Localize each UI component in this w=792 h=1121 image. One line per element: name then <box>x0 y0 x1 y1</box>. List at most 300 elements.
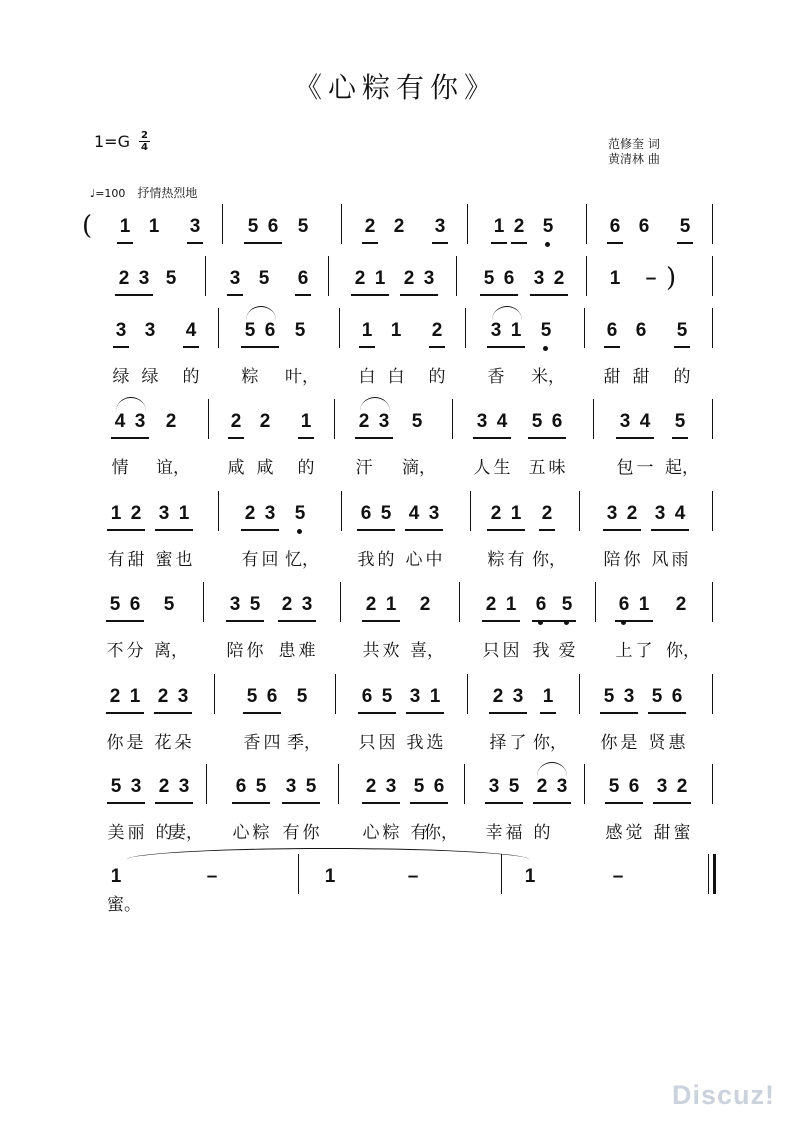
lyric: 蜜 <box>673 823 691 843</box>
staff-row-4 <box>0 411 792 478</box>
note: 3 <box>385 776 397 797</box>
note: 1 <box>374 268 386 289</box>
underline-beam <box>362 802 400 804</box>
credits <box>608 137 660 167</box>
lyric: 的 <box>673 367 691 387</box>
lyric: 觉 <box>625 823 643 843</box>
lyric: 一 <box>636 458 654 478</box>
underline-single <box>117 242 133 244</box>
note: 1 <box>510 320 522 341</box>
lyric: 你 <box>246 641 264 661</box>
lyric: 不 <box>106 641 124 661</box>
lyric: 雨 <box>671 550 689 570</box>
slur <box>537 762 567 776</box>
note: 1 <box>429 686 441 707</box>
lyric: 也 <box>175 550 193 570</box>
bar-line <box>341 491 342 531</box>
underline-beam <box>107 529 145 531</box>
underline-beam <box>155 529 193 531</box>
note: 3 <box>177 686 189 707</box>
time-signature <box>139 130 150 153</box>
time-signature-bottom: 4 <box>141 142 148 153</box>
bar-line <box>712 582 713 622</box>
bar-line <box>579 491 580 531</box>
note: 5 <box>558 594 576 616</box>
staff-row-2 <box>0 263 792 312</box>
lyric: 情 <box>111 458 129 478</box>
key-signature: 1=G <box>94 132 130 151</box>
lyric: 我 <box>532 641 550 661</box>
underline-single <box>429 346 445 348</box>
underline-beam <box>400 294 438 296</box>
lyric: 你 <box>600 733 618 753</box>
bar-line <box>456 256 457 296</box>
bar-line <box>206 764 207 804</box>
bar-line <box>218 491 219 531</box>
lyric: 粽 <box>487 550 505 570</box>
lyric: 择 <box>489 733 507 753</box>
lyric: 你 <box>623 550 641 570</box>
note: 4 <box>496 411 508 432</box>
underline-beam <box>107 802 145 804</box>
lyric: 的 <box>155 823 173 843</box>
underline-beam <box>111 437 149 439</box>
lyric: 的 <box>377 550 395 570</box>
note: 2 <box>259 411 271 432</box>
note: – <box>407 866 419 887</box>
note: 2 <box>281 594 293 615</box>
underline-beam <box>600 712 638 714</box>
underline-beam <box>115 294 153 296</box>
note: 5 <box>163 594 175 615</box>
note: 2 <box>553 268 565 289</box>
underline-beam <box>351 294 389 296</box>
underline-beam <box>406 712 444 714</box>
bar-line <box>586 256 587 296</box>
note: – <box>645 268 657 289</box>
lyric: 我 <box>357 550 375 570</box>
lyric: 你， <box>532 550 566 570</box>
underline-beam <box>278 620 316 622</box>
note: 5 <box>508 776 520 797</box>
underline-beam <box>533 802 571 804</box>
lyric: 我 <box>406 733 424 753</box>
composer-credit: 黄清林 曲 <box>608 152 660 166</box>
note: 5 <box>483 268 495 289</box>
repeat-paren-close: ) <box>666 263 677 293</box>
note: 5 <box>244 320 256 341</box>
underline-single <box>295 294 311 296</box>
underline-beam <box>410 802 448 804</box>
note: 4 <box>408 503 420 524</box>
bar-line <box>595 582 596 622</box>
underline-beam <box>616 437 654 439</box>
note: 2 <box>675 594 687 615</box>
note: 3 <box>512 686 524 707</box>
lyric: 有 <box>507 550 525 570</box>
lyric: 陪 <box>226 641 244 661</box>
note: 5 <box>608 776 620 797</box>
note: 2 <box>118 268 130 289</box>
staff-row-3 <box>0 320 792 387</box>
underline-single <box>113 346 129 348</box>
note: 2 <box>485 594 497 615</box>
note: 3 <box>285 776 297 797</box>
time-signature-top: 2 <box>141 130 148 141</box>
lyric: 起， <box>665 458 699 478</box>
note: 3 <box>409 686 421 707</box>
note: 2 <box>158 776 170 797</box>
underline-single <box>187 242 203 244</box>
bar-line <box>465 308 466 348</box>
tempo-marking <box>90 184 197 201</box>
note: 6 <box>235 776 247 797</box>
lyric: 你， <box>424 823 458 843</box>
note: 6 <box>551 411 563 432</box>
note: 4 <box>639 411 651 432</box>
bar-line <box>452 399 453 439</box>
lyric: 有 <box>282 823 300 843</box>
lyric: 了 <box>635 641 653 661</box>
lyric: 妻， <box>169 823 203 843</box>
note: 1 <box>542 686 554 707</box>
lyric: 欢 <box>382 641 400 661</box>
note: 5 <box>676 320 688 341</box>
note: 2 <box>244 503 256 524</box>
staff-row-8 <box>0 776 792 843</box>
lyric: 了 <box>509 733 527 753</box>
lyric: 朵 <box>174 733 192 753</box>
lyric: 粽 <box>241 367 259 387</box>
note: 6 <box>267 216 279 237</box>
staff-row-7 <box>0 686 792 753</box>
lyric: 汗 <box>355 458 373 478</box>
bar-line <box>222 204 223 244</box>
lyric: 心 <box>362 823 380 843</box>
lyric: 有 <box>107 550 125 570</box>
note: 3 <box>623 686 635 707</box>
bar-line <box>214 674 215 714</box>
note: 4 <box>114 411 126 432</box>
lyric: 只 <box>358 733 376 753</box>
lyric: 惠 <box>668 733 686 753</box>
underline-beam <box>653 802 691 804</box>
lyric: 福 <box>505 823 523 843</box>
bar-line <box>459 582 460 622</box>
note: 2 <box>365 594 377 615</box>
bar-line <box>218 308 219 348</box>
note: 1 <box>385 594 397 615</box>
lyric: 是 <box>620 733 638 753</box>
note: 3 <box>556 776 568 797</box>
bar-line <box>712 491 713 531</box>
note: 5 <box>297 216 309 237</box>
note: 1 <box>129 686 141 707</box>
lyric: 的 <box>182 367 200 387</box>
lyric: 有 <box>410 823 428 843</box>
note: 5 <box>603 686 615 707</box>
underline-beam <box>482 620 520 622</box>
lyric: 甜 <box>603 367 621 387</box>
lyric: 滴， <box>402 458 436 478</box>
note: 3 <box>378 411 390 432</box>
repeat-paren-open: ( <box>82 211 93 241</box>
note: 3 <box>428 503 440 524</box>
note: 5 <box>531 411 543 432</box>
note: 6 <box>266 686 278 707</box>
bar-line <box>340 582 341 622</box>
note: 2 <box>130 503 142 524</box>
final-barline <box>708 854 716 894</box>
lyric: 回 <box>261 550 279 570</box>
lyric: 患 <box>278 641 296 661</box>
underline-beam <box>605 802 643 804</box>
note: 6 <box>503 268 515 289</box>
note: 2 <box>492 686 504 707</box>
slur <box>116 397 146 411</box>
note: 3 <box>619 411 631 432</box>
note: 1 <box>119 216 131 237</box>
note: 2 <box>490 503 502 524</box>
note: 5 <box>537 320 555 342</box>
note: 6 <box>433 776 445 797</box>
note: 2 <box>393 216 405 237</box>
note: 2 <box>365 776 377 797</box>
bar-line <box>341 204 342 244</box>
note: 6 <box>628 776 640 797</box>
note: 3 <box>115 320 127 341</box>
note: 3 <box>264 503 276 524</box>
lyric: 包 <box>616 458 634 478</box>
note: 5 <box>380 503 392 524</box>
underline-beam <box>528 437 566 439</box>
note: 2 <box>354 268 366 289</box>
bar-line <box>712 204 713 244</box>
note: 6 <box>297 268 309 289</box>
underline-beam <box>241 346 279 348</box>
note: 1 <box>510 503 522 524</box>
underline-single <box>539 529 555 531</box>
note: 1 <box>110 503 122 524</box>
bar-line <box>339 308 340 348</box>
bar-line <box>586 204 587 244</box>
note: 2 <box>403 268 415 289</box>
tie-slur <box>126 848 530 860</box>
underline-beam <box>405 529 443 531</box>
bar-line <box>203 582 204 622</box>
note: – <box>612 866 624 887</box>
underline-beam <box>226 620 264 622</box>
note: 3 <box>229 268 241 289</box>
lyric: 人 <box>473 458 491 478</box>
note: 2 <box>109 686 121 707</box>
note: 5 <box>109 594 121 615</box>
underline-beam <box>154 712 192 714</box>
bar-line <box>712 256 713 296</box>
watermark-logo: Discuz! <box>672 1080 776 1110</box>
lyric: 生 <box>493 458 511 478</box>
lyric: 忆， <box>285 550 319 570</box>
note: 3 <box>423 268 435 289</box>
note: 5 <box>247 216 259 237</box>
lyric: 甜 <box>127 550 145 570</box>
underline-beam <box>232 802 270 804</box>
note: 2 <box>157 686 169 707</box>
lyric: 上 <box>615 641 633 661</box>
lyric: 选 <box>426 733 444 753</box>
underline-beam <box>487 346 525 348</box>
staff-row-6 <box>0 594 792 661</box>
bar-line <box>464 764 465 804</box>
underline-single <box>672 437 688 439</box>
note: 3 <box>490 320 502 341</box>
lyric: 叶， <box>285 367 319 387</box>
note: – <box>206 866 218 887</box>
lyric: 美 <box>107 823 125 843</box>
bar-line <box>467 674 468 714</box>
underline-beam <box>282 802 320 804</box>
note: 3 <box>229 594 241 615</box>
lyric: 谊， <box>156 458 190 478</box>
underline-beam <box>473 437 511 439</box>
note: 6 <box>671 686 683 707</box>
lyric: 离， <box>154 641 188 661</box>
slur <box>360 397 390 411</box>
lyric: 幸 <box>485 823 503 843</box>
lyric: 你， <box>666 641 700 661</box>
lyric: 因 <box>378 733 396 753</box>
lyric: 香 <box>487 367 505 387</box>
note: 1 <box>148 216 160 237</box>
underline-single <box>227 294 243 296</box>
lyric: 难 <box>298 641 316 661</box>
bar-line <box>208 399 209 439</box>
lyric: 感 <box>605 823 623 843</box>
note: 6 <box>264 320 276 341</box>
lyric: 咸 <box>227 458 245 478</box>
staff-row-1 <box>0 211 792 260</box>
bar-line <box>584 764 585 804</box>
bar-line <box>335 674 336 714</box>
lyric: 爱 <box>558 641 576 661</box>
underline-single <box>604 346 620 348</box>
note: 4 <box>185 320 197 341</box>
underline-single <box>228 437 244 439</box>
note: 2 <box>364 216 376 237</box>
underline-beam <box>106 712 144 714</box>
note: 3 <box>533 268 545 289</box>
note: 1 <box>110 866 122 887</box>
note: 2 <box>676 776 688 797</box>
staff-row-9 <box>0 866 792 915</box>
lyric: 是 <box>126 733 144 753</box>
underline-beam <box>355 437 393 439</box>
note: 5 <box>674 411 686 432</box>
note: 6 <box>606 320 618 341</box>
lyric: 花 <box>154 733 172 753</box>
note: 3 <box>130 776 142 797</box>
note: 5 <box>249 594 261 615</box>
note: 2 <box>431 320 443 341</box>
underline-beam <box>243 712 281 714</box>
lyric: 丽 <box>127 823 145 843</box>
lyric: 你 <box>302 823 320 843</box>
bar-line <box>584 308 585 348</box>
lyric: 蜜 <box>155 550 173 570</box>
lyric: 粽 <box>382 823 400 843</box>
lyric: 甜 <box>653 823 671 843</box>
lyric: 香 <box>243 733 261 753</box>
underline-single <box>432 242 448 244</box>
underline-beam <box>651 529 689 531</box>
lyric: 蜜。 <box>107 895 141 915</box>
underline-beam <box>362 620 400 622</box>
underline-beam <box>648 712 686 714</box>
note: 3 <box>434 216 446 237</box>
underline-beam <box>532 620 576 622</box>
note: 5 <box>294 320 306 341</box>
lyric: 季， <box>287 733 321 753</box>
lyric: 因 <box>502 641 520 661</box>
lyric: 绿 <box>112 367 130 387</box>
note: 2 <box>230 411 242 432</box>
underline-beam <box>106 620 144 622</box>
note: 3 <box>656 776 668 797</box>
underline-single <box>362 242 378 244</box>
bar-line <box>593 399 594 439</box>
underline-single <box>491 242 507 244</box>
note: 5 <box>165 268 177 289</box>
note: 3 <box>178 776 190 797</box>
note: 5 <box>305 776 317 797</box>
note: 5 <box>413 776 425 797</box>
underline-single <box>677 242 693 244</box>
note: 3 <box>138 268 150 289</box>
underline-beam <box>480 294 518 296</box>
lyric: 的 <box>533 823 551 843</box>
note: 5 <box>258 268 270 289</box>
note: 5 <box>291 503 309 525</box>
lyric: 白 <box>358 367 376 387</box>
note: 6 <box>360 503 372 524</box>
note: 2 <box>419 594 431 615</box>
note: 3 <box>488 776 500 797</box>
note: 5 <box>411 411 423 432</box>
note: 1 <box>300 411 312 432</box>
bar-line <box>712 764 713 804</box>
note: 3 <box>301 594 313 615</box>
underline-beam <box>241 529 279 531</box>
underline-single <box>674 346 690 348</box>
bar-line <box>467 204 468 244</box>
underline-single <box>540 712 556 714</box>
bar-line <box>470 491 471 531</box>
note: 5 <box>246 686 258 707</box>
bar-line <box>501 854 502 894</box>
lyric: 甜 <box>632 367 650 387</box>
underline-single <box>359 346 375 348</box>
lyric: 只 <box>482 641 500 661</box>
note: 3 <box>189 216 201 237</box>
note: 3 <box>476 411 488 432</box>
note: 5 <box>539 216 557 238</box>
lyric: 粽 <box>252 823 270 843</box>
note: 3 <box>144 320 156 341</box>
lyric: 分 <box>126 641 144 661</box>
lyric: 心 <box>405 550 423 570</box>
underline-beam <box>485 802 523 804</box>
lyric: 你， <box>533 733 567 753</box>
